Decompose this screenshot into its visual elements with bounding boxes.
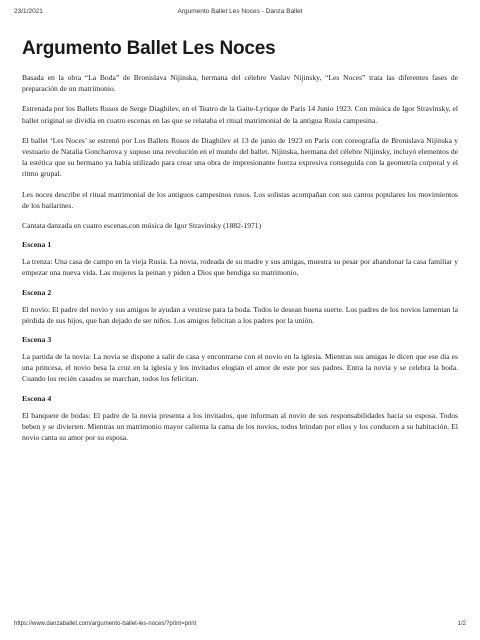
article (22, 38, 458, 452)
scene-heading: Escena 1 (22, 240, 52, 250)
scene-heading: Escena 4 (22, 393, 52, 403)
scene-text: La partida de la novia: La novia se dispone a salir de casa y encontrarse con el novio en la iglesia. Mientras sus amigas le dicen que ese día es una princesa, el novio besa la cruz en la iglesia y los invitados elogian el amor de este por sus padres. Entra la novia y se celebra la boda. Cuando los recién casados se marchan, todos los felicitan. (22, 352, 458, 384)
scene-heading: Escena 2 (22, 287, 52, 297)
page-url: https://www.danzaballet.com/argumento-ballet-les-noces/?print=print (14, 621, 197, 627)
page-indicator: 1/2 (457, 621, 466, 627)
print-header (14, 8, 466, 20)
article-title: Argumento Ballet Les Noces (22, 38, 276, 59)
cantata-paragraph: Cantata danzada en cuatro escenas,con música de Igor Stravinsky (1882-1971) (22, 221, 262, 231)
scene-text: La trenza: Una casa de campo en la vieja Rusia. La novia, rodeada de su madre y sus amigas, muestra su pesar por abandonar la casa familiar y empezar una nueva vida. Las mujeres la peinan y piden a Dios que bendiga su matrimonio. (22, 257, 458, 278)
history-paragraph: El ballet ‘Les Noces’ se estrenó por Los Ballets Rusos de Diaghilev el 13 de junio de 1923 en París con coreografía de Bronislava Nijinska y vestuario de Natalia Goncharova y supuso una revolución en el mundo del ballet. Nijinska, hermana del célebre Nijinsky, incluyó elementos de la estética que su hermano ya había utilizado para crear una obra de impresionante fuerza expresiva conseguida con la geometría corporal y el ritmo grupal. (22, 135, 458, 179)
description-paragraph: Les noces describe el ritual matrimonial de los antiguos campesinos rusos. Los solistas acompañan con sus cantos populares los movimientos de los bailarines. (22, 189, 458, 210)
print-date: 23/1/2021 (14, 8, 43, 15)
scene-text: El banquete de bodas: El padre de la novia presenta a los invitados, que informan al novio de sus responsabilidades hacia su esposa. Todos beben y se divierten. Mientras un matrimonio mayor calienta la cama de los novios, todos brindan por ellos y los conducen a su habitación. El novio canta su amor por su esposa. (22, 410, 458, 443)
scene-heading: Escena 3 (22, 335, 52, 345)
premiere-paragraph: Estrenada por los Ballets Rusos de Serge Diaghilev, en el Teatro de la Gaite-Lyrique de Paris 14 Junio 1923. Con música de Igor Stravinsky, el ballet original se dividía en cuatro escenas en las que se relataba el ritual matrimonial de la antigua Rusia campesina. (22, 104, 458, 125)
intro-paragraph: Basada en la obra “La Boda” de Bronislava Nijinska, hermana del célebre Vaslav Nijinsky, “Les Noces” trata las diferentes fases de preparación de un matrimonio. (22, 73, 458, 94)
print-page-title: Argumento Ballet Les Noces - Danza Ballet (177, 8, 303, 15)
scene-text: El novio: El padre del novio y sus amigos le ayudan a vestirse para la boda. Todos le desean buena suerte. Los padres de los novios lamentan la pérdida de sus hijos, que han dejado de ser niños. Los amigos felicitan a los padres por la unión. (22, 304, 458, 325)
print-footer (14, 621, 466, 631)
